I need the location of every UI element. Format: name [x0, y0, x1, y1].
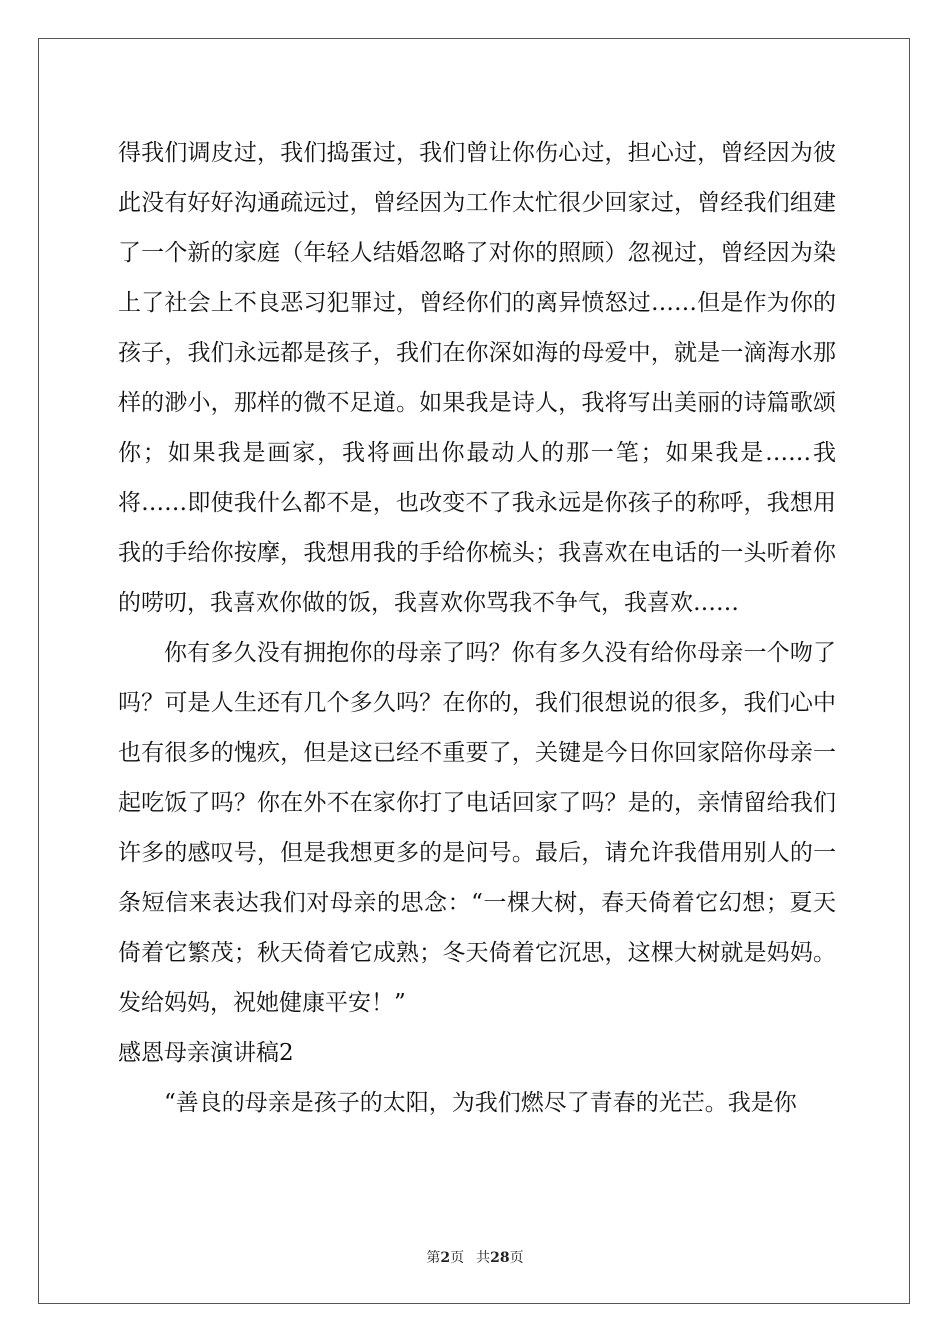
document-body — [118, 128, 836, 1128]
total-suffix: 页 — [509, 1250, 524, 1266]
total-pages: 28 — [490, 1250, 510, 1266]
section-heading: 感恩母亲演讲稿2 — [118, 1040, 294, 1066]
page-prefix: 第 — [426, 1250, 441, 1266]
page-suffix: 页 — [450, 1250, 465, 1266]
page-footer — [0, 1247, 950, 1267]
paragraph-1: 得我们调皮过，我们捣蛋过，我们曾让你伤心过，担心过，曾经因为彼此没有好好沟通疏远过，曾经因为工作太忙很少回家过，曾经我们组建了一个新的家庭（年轻人结婚忽略了对你的照顾）忽视过，曾经因为染上了社会上不良恶习犯罪过，曾经你们的离异愤怒过……但是作为你的孩子，我们永远都是孩子，我们在你深如海的母爱中，就是一滴海水那样的渺小，那样的微不足道。如果我是诗人，我将写出美丽的诗篇歌颂你；如果我是画家，我将画出你最动人的那一笔；如果我是……我将……即使我什么都不是，也改变不了我永远是你孩子的称呼，我想用我的手给你按摩，我想用我的手给你梳头；我喜欢在电话的一头听着你的唠叨，我喜欢你做的饭，我喜欢你骂我不争气，我喜欢…… — [118, 140, 836, 616]
paragraph-3: “善良的母亲是孩子的太阳，为我们燃尽了青春的光芒。我是你 — [164, 1090, 797, 1116]
total-prefix: 共 — [476, 1250, 491, 1266]
paragraph-2: 你有多久没有拥抱你的母亲了吗？你有多久没有给你母亲一个吻了吗？可是人生还有几个多久吗？在你的，我们很想说的很多，我们心中也有很多的愧疚，但是这已经不重要了，关键是今日你回家陪你母亲一起吃饭了吗？你在外不在家你打了电话回家了吗？是的，亲情留给我们许多的感叹号，但是我想更多的是问号。最后，请允许我借用别人的一条短信来表达我们对母亲的思念：“一棵大树，春天倚着它幻想；夏天倚着它繁茂；秋天倚着它成熟；冬天倚着它沉思，这棵大树就是妈妈。发给妈妈，祝她健康平安！” — [118, 640, 836, 1016]
page-number: 2 — [440, 1250, 451, 1266]
